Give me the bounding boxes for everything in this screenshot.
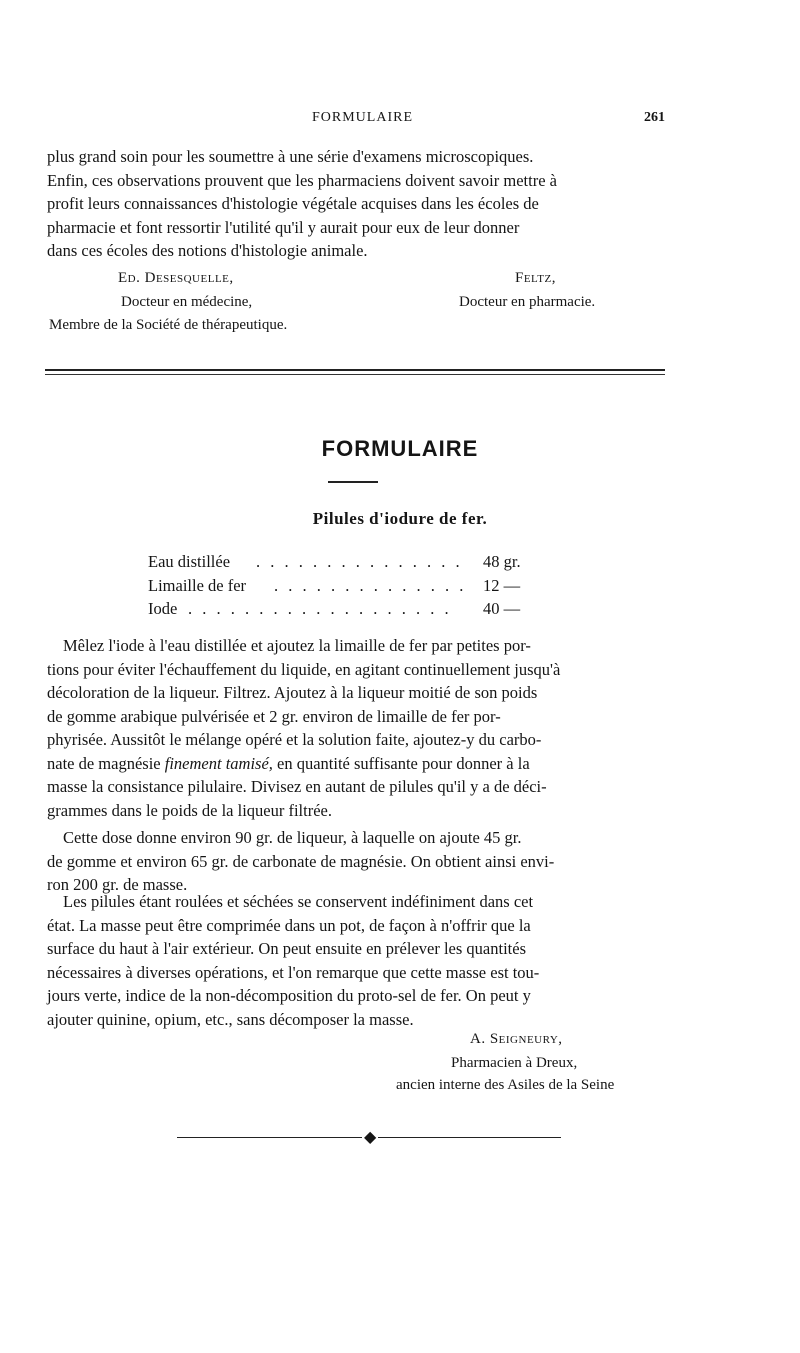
leader-dots: . . . . . . . . . . . . . . . . . . . bbox=[188, 599, 452, 618]
title-underline bbox=[328, 481, 378, 483]
text-line: de gomme arabique pulvérisée et 2 gr. environ de limaille de fer por- bbox=[47, 706, 501, 726]
text-line: Mêlez l'iode à l'eau distillée et ajoutez la limaille de fer par petites por- bbox=[63, 636, 531, 655]
text-line: ajouter quinine, opium, etc., sans décomposer la masse. bbox=[47, 1009, 414, 1029]
recipe-title: Pilules d'iodure de fer. bbox=[312, 509, 488, 528]
diamond-icon: ◆ bbox=[364, 1129, 377, 1146]
text-segment: en quantité suffisante pour donner à la bbox=[277, 753, 530, 773]
text-line: surface du haut à l'air extérieur. On peut ensuite en prélever les quantités bbox=[47, 939, 526, 958]
text-line bbox=[47, 752, 667, 776]
text-line: Les pilules étant roulées et séchées se conservent indéfiniment dans cet bbox=[63, 892, 534, 911]
ingredient-quantity: 12 — bbox=[483, 575, 521, 595]
signature-left-title2: Membre de la Société de thérapeutique. bbox=[49, 317, 288, 333]
signature-left-name: Ed. Desesquelle, bbox=[118, 270, 234, 286]
signature-bottom-title1: Pharmacien à Dreux, bbox=[451, 1055, 578, 1071]
signature-right-title1: Docteur en pharmacie. bbox=[459, 294, 596, 310]
text-line: grammes dans le poids de la liqueur filtrée. bbox=[47, 800, 332, 820]
section-divider-top bbox=[45, 369, 665, 371]
text-line: masse la consistance pilulaire. Divisez en autant de pilules qu'il y a de déci- bbox=[47, 777, 547, 796]
text-line: Cette dose donne environ 90 gr. de liqueur, à laquelle on ajoute 45 gr. bbox=[63, 828, 522, 847]
section-divider-bottom bbox=[45, 374, 665, 375]
signature-left-title1: Docteur en médecine, bbox=[121, 294, 253, 310]
top-paragraph bbox=[47, 145, 667, 263]
text-line: ron 200 gr. de masse. bbox=[47, 875, 188, 894]
ingredient-name: Iode bbox=[148, 599, 178, 618]
instructions-paragraph-2 bbox=[47, 826, 667, 897]
signature-bottom-title2: ancien interne des Asiles de la Seine bbox=[396, 1077, 615, 1093]
end-ornament bbox=[177, 1129, 561, 1146]
running-title: FORMULAIRE bbox=[312, 110, 414, 125]
text-line: jours verte, indice de la non-décomposition du proto-sel de fer. On peut y bbox=[47, 986, 531, 1005]
text-line: nécessaires à diverses opérations, et l'on remarque que cette masse est tou- bbox=[47, 962, 540, 982]
text-line: tions pour éviter l'échauffement du liquide, en agitant continuellement jusqu'à bbox=[47, 659, 561, 679]
text-segment: nate de magnésie bbox=[47, 753, 161, 773]
ingredient-quantity: 48 gr. bbox=[483, 552, 521, 571]
text-line: de gomme et environ 65 gr. de carbonate de magnésie. On obtient ainsi envi- bbox=[47, 851, 555, 871]
running-head bbox=[0, 106, 800, 130]
signature-bottom-name: A. Seigneury, bbox=[470, 1031, 563, 1047]
ingredient-name: Eau distillée bbox=[148, 552, 231, 571]
text-line: dans ces écoles des notions d'histologie animale. bbox=[47, 241, 368, 260]
leader-dots: . . . . . . . . . . . . . . . bbox=[256, 552, 463, 571]
leader-dots: . . . . . . . . . . . . . . bbox=[274, 575, 467, 595]
text-line: décoloration de la liqueur. Filtrez. Ajoutez à la liqueur moitié de son poids bbox=[47, 683, 538, 702]
section-title: FORMULAIRE bbox=[321, 436, 479, 461]
ingredient-name: Limaille de fer bbox=[148, 575, 247, 595]
ingredient-quantity: 40 — bbox=[483, 599, 521, 618]
italic-segment: finement tamisé, bbox=[164, 753, 273, 773]
ingredient-row bbox=[148, 574, 578, 598]
ingredient-row bbox=[148, 550, 578, 574]
text-line: profit leurs connaissances d'histologie végétale acquises dans les écoles de bbox=[47, 194, 539, 213]
text-line: plus grand soin pour les soumettre à une série d'examens microscopiques. bbox=[47, 147, 534, 166]
text-line: Enfin, ces observations prouvent que les pharmaciens doivent savoir mettre à bbox=[47, 170, 557, 190]
ingredient-list bbox=[148, 550, 578, 621]
signature-right-name: Feltz, bbox=[515, 270, 556, 286]
text-line: phyrisée. Aussitôt le mélange opéré et la solution faite, ajoutez-y du carbo- bbox=[47, 730, 542, 749]
instructions-paragraph-3 bbox=[47, 890, 667, 1031]
ingredient-row bbox=[148, 597, 578, 621]
text-line: état. La masse peut être comprimée dans un pot, de façon à n'offrir que la bbox=[47, 915, 531, 935]
instructions-paragraph-1 bbox=[47, 634, 667, 822]
page-number: 261 bbox=[644, 110, 665, 125]
text-line: pharmacie et font ressortir l'utilité qu'il y aurait pour eux de leur donner bbox=[47, 217, 520, 237]
